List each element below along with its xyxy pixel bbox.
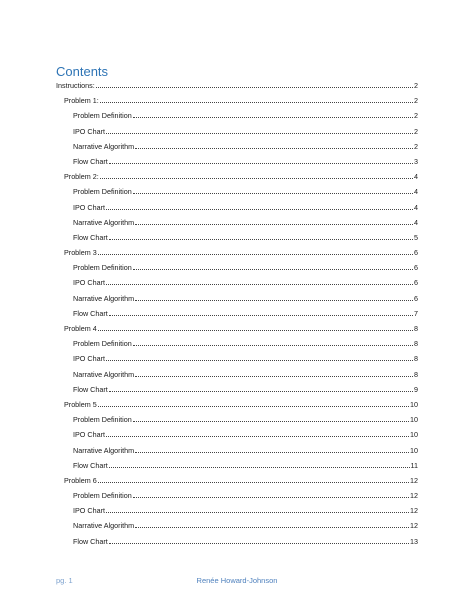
footer-author: Renée Howard-Johnson bbox=[196, 576, 278, 585]
toc-entry-page: 12 bbox=[410, 506, 418, 516]
toc-entry[interactable] bbox=[56, 80, 418, 91]
toc-entry-label: Problem Definition bbox=[73, 415, 132, 425]
toc-entry-label: Narrative Algorithm bbox=[73, 369, 135, 379]
toc-dot-leader bbox=[133, 269, 413, 270]
footer-page-number: pg. 1 bbox=[56, 576, 73, 585]
toc-entry-page: 7 bbox=[414, 308, 418, 318]
toc-entry-label: Narrative Algorithm bbox=[73, 445, 135, 455]
toc-entry-page: 6 bbox=[414, 248, 418, 258]
toc-title: Contents bbox=[56, 64, 109, 79]
toc-entry[interactable] bbox=[56, 106, 418, 121]
toc-dot-leader bbox=[135, 527, 409, 528]
toc-entry-page: 6 bbox=[414, 278, 418, 288]
toc-entry-page: 12 bbox=[410, 521, 418, 531]
toc-entry-label: Flow Chart bbox=[73, 460, 108, 470]
toc-entry-page: 6 bbox=[414, 293, 418, 303]
toc-dot-leader bbox=[98, 406, 409, 407]
toc-entry-page: 10 bbox=[410, 430, 418, 440]
toc-entry[interactable] bbox=[56, 319, 418, 334]
toc-dot-leader bbox=[133, 497, 409, 498]
toc-entry[interactable] bbox=[56, 213, 418, 228]
toc-entry[interactable] bbox=[56, 395, 418, 410]
toc-entry-label: Narrative Algorithm bbox=[73, 217, 135, 227]
toc-entry[interactable] bbox=[56, 410, 418, 425]
toc-dot-leader bbox=[98, 482, 409, 483]
toc-entry-label: Flow Chart bbox=[73, 536, 108, 546]
toc-entry-page: 4 bbox=[414, 187, 418, 197]
toc-dot-leader bbox=[109, 239, 413, 240]
toc-dot-leader bbox=[135, 376, 413, 377]
toc-dot-leader bbox=[109, 163, 413, 164]
toc-dot-leader bbox=[96, 87, 413, 88]
toc-entry[interactable] bbox=[56, 152, 418, 167]
toc-entry-page: 2 bbox=[414, 141, 418, 151]
toc-entry-page: 8 bbox=[414, 324, 418, 333]
toc-entry[interactable] bbox=[56, 349, 418, 364]
toc-entry-page: 2 bbox=[414, 111, 418, 121]
toc-entry[interactable] bbox=[56, 456, 418, 471]
toc-entry[interactable] bbox=[56, 501, 418, 516]
toc-entry[interactable] bbox=[56, 486, 418, 501]
toc-entry-page: 2 bbox=[414, 81, 418, 90]
toc-dot-leader bbox=[106, 512, 409, 513]
toc-entry-label: Problem Definition bbox=[73, 491, 132, 501]
toc-entry-page: 12 bbox=[410, 491, 418, 501]
toc-entry-label: Problem 3 bbox=[64, 248, 97, 258]
toc-entry-page: 10 bbox=[410, 415, 418, 425]
toc-dot-leader bbox=[135, 300, 413, 301]
toc-dot-leader bbox=[98, 330, 413, 331]
toc-entry-label: Problem Definition bbox=[73, 263, 132, 273]
toc-dot-leader bbox=[109, 391, 413, 392]
toc-entry-label: Flow Chart bbox=[73, 308, 108, 318]
toc-entry-label: Problem 6 bbox=[64, 475, 97, 485]
toc-entry-label: Problem Definition bbox=[73, 187, 132, 197]
toc-entry-label: Narrative Algorithm bbox=[73, 141, 135, 151]
toc-dot-leader bbox=[106, 284, 413, 285]
toc-dot-leader bbox=[109, 315, 413, 316]
toc-entry-page: 12 bbox=[410, 475, 418, 485]
toc-dot-leader bbox=[109, 467, 410, 468]
toc-entry[interactable] bbox=[56, 471, 418, 486]
toc-entry[interactable] bbox=[56, 197, 418, 212]
toc-entry[interactable] bbox=[56, 91, 418, 106]
toc-entry-label: IPO Chart bbox=[73, 202, 105, 212]
toc-dot-leader bbox=[98, 254, 413, 255]
toc-dot-leader bbox=[106, 209, 413, 210]
toc-dot-leader bbox=[106, 436, 409, 437]
toc-entry-page: 2 bbox=[414, 96, 418, 106]
toc-entry[interactable] bbox=[56, 531, 418, 546]
toc-dot-leader bbox=[135, 452, 409, 453]
toc-entry[interactable] bbox=[56, 380, 418, 395]
toc-entry-page: 4 bbox=[414, 202, 418, 212]
toc-entry[interactable] bbox=[56, 304, 418, 319]
toc-entry-label: Problem 2: bbox=[64, 172, 99, 182]
toc-entry[interactable] bbox=[56, 334, 418, 349]
toc-entry[interactable] bbox=[56, 288, 418, 303]
toc-dot-leader bbox=[106, 360, 413, 361]
page-footer bbox=[0, 576, 474, 588]
toc-dot-leader bbox=[133, 193, 413, 194]
toc-entry-label: Problem Definition bbox=[73, 339, 132, 349]
toc-entry-label: Flow Chart bbox=[73, 156, 108, 166]
toc-entry-label: Instructions: bbox=[56, 81, 95, 90]
toc-dot-leader bbox=[100, 178, 413, 179]
toc-entry-label: Narrative Algorithm bbox=[73, 521, 135, 531]
toc-entry-label: IPO Chart bbox=[73, 278, 105, 288]
toc-entry-page: 11 bbox=[410, 460, 418, 470]
toc-entry[interactable] bbox=[56, 258, 418, 273]
toc-entry-page: 9 bbox=[414, 384, 418, 394]
toc-dot-leader bbox=[135, 148, 413, 149]
toc-entry[interactable] bbox=[56, 228, 418, 243]
toc-entry-label: IPO Chart bbox=[73, 430, 105, 440]
toc-dot-leader bbox=[135, 224, 413, 225]
toc-entry-label: IPO Chart bbox=[73, 506, 105, 516]
toc-entry-page: 10 bbox=[410, 445, 418, 455]
toc-entry-label: Problem 1: bbox=[64, 96, 99, 106]
toc-entry-page: 8 bbox=[414, 354, 418, 364]
table-of-contents bbox=[56, 80, 418, 547]
toc-dot-leader bbox=[106, 133, 413, 134]
toc-entry-label: Flow Chart bbox=[73, 384, 108, 394]
toc-entry[interactable] bbox=[56, 121, 418, 136]
toc-entry[interactable] bbox=[56, 516, 418, 531]
toc-entry-label: Problem 4 bbox=[64, 324, 97, 333]
toc-entry[interactable] bbox=[56, 243, 418, 258]
toc-entry-page: 13 bbox=[410, 536, 418, 546]
toc-dot-leader bbox=[100, 102, 413, 103]
toc-entry-page: 5 bbox=[414, 232, 418, 242]
toc-entry[interactable] bbox=[56, 425, 418, 440]
toc-entry-label: Problem Definition bbox=[73, 111, 132, 121]
toc-entry[interactable] bbox=[56, 273, 418, 288]
toc-entry-page: 4 bbox=[414, 217, 418, 227]
toc-entry-label: IPO Chart bbox=[73, 126, 105, 136]
toc-dot-leader bbox=[133, 117, 413, 118]
toc-entry-page: 2 bbox=[414, 126, 418, 136]
toc-entry-page: 4 bbox=[414, 172, 418, 182]
toc-entry-page: 6 bbox=[414, 263, 418, 273]
toc-entry-page: 3 bbox=[414, 156, 418, 166]
toc-entry-label: Problem 5 bbox=[64, 399, 97, 409]
toc-dot-leader bbox=[109, 543, 409, 544]
toc-entry-page: 8 bbox=[414, 369, 418, 379]
toc-entry[interactable] bbox=[56, 440, 418, 455]
toc-entry-page: 10 bbox=[410, 399, 418, 409]
toc-entry[interactable] bbox=[56, 137, 418, 152]
toc-dot-leader bbox=[133, 345, 413, 346]
toc-dot-leader bbox=[133, 421, 409, 422]
toc-entry-page: 8 bbox=[414, 339, 418, 349]
toc-entry[interactable] bbox=[56, 182, 418, 197]
toc-entry[interactable] bbox=[56, 167, 418, 182]
toc-entry[interactable] bbox=[56, 364, 418, 379]
toc-entry-label: IPO Chart bbox=[73, 354, 105, 364]
toc-entry-label: Flow Chart bbox=[73, 232, 108, 242]
toc-entry-label: Narrative Algorithm bbox=[73, 293, 135, 303]
